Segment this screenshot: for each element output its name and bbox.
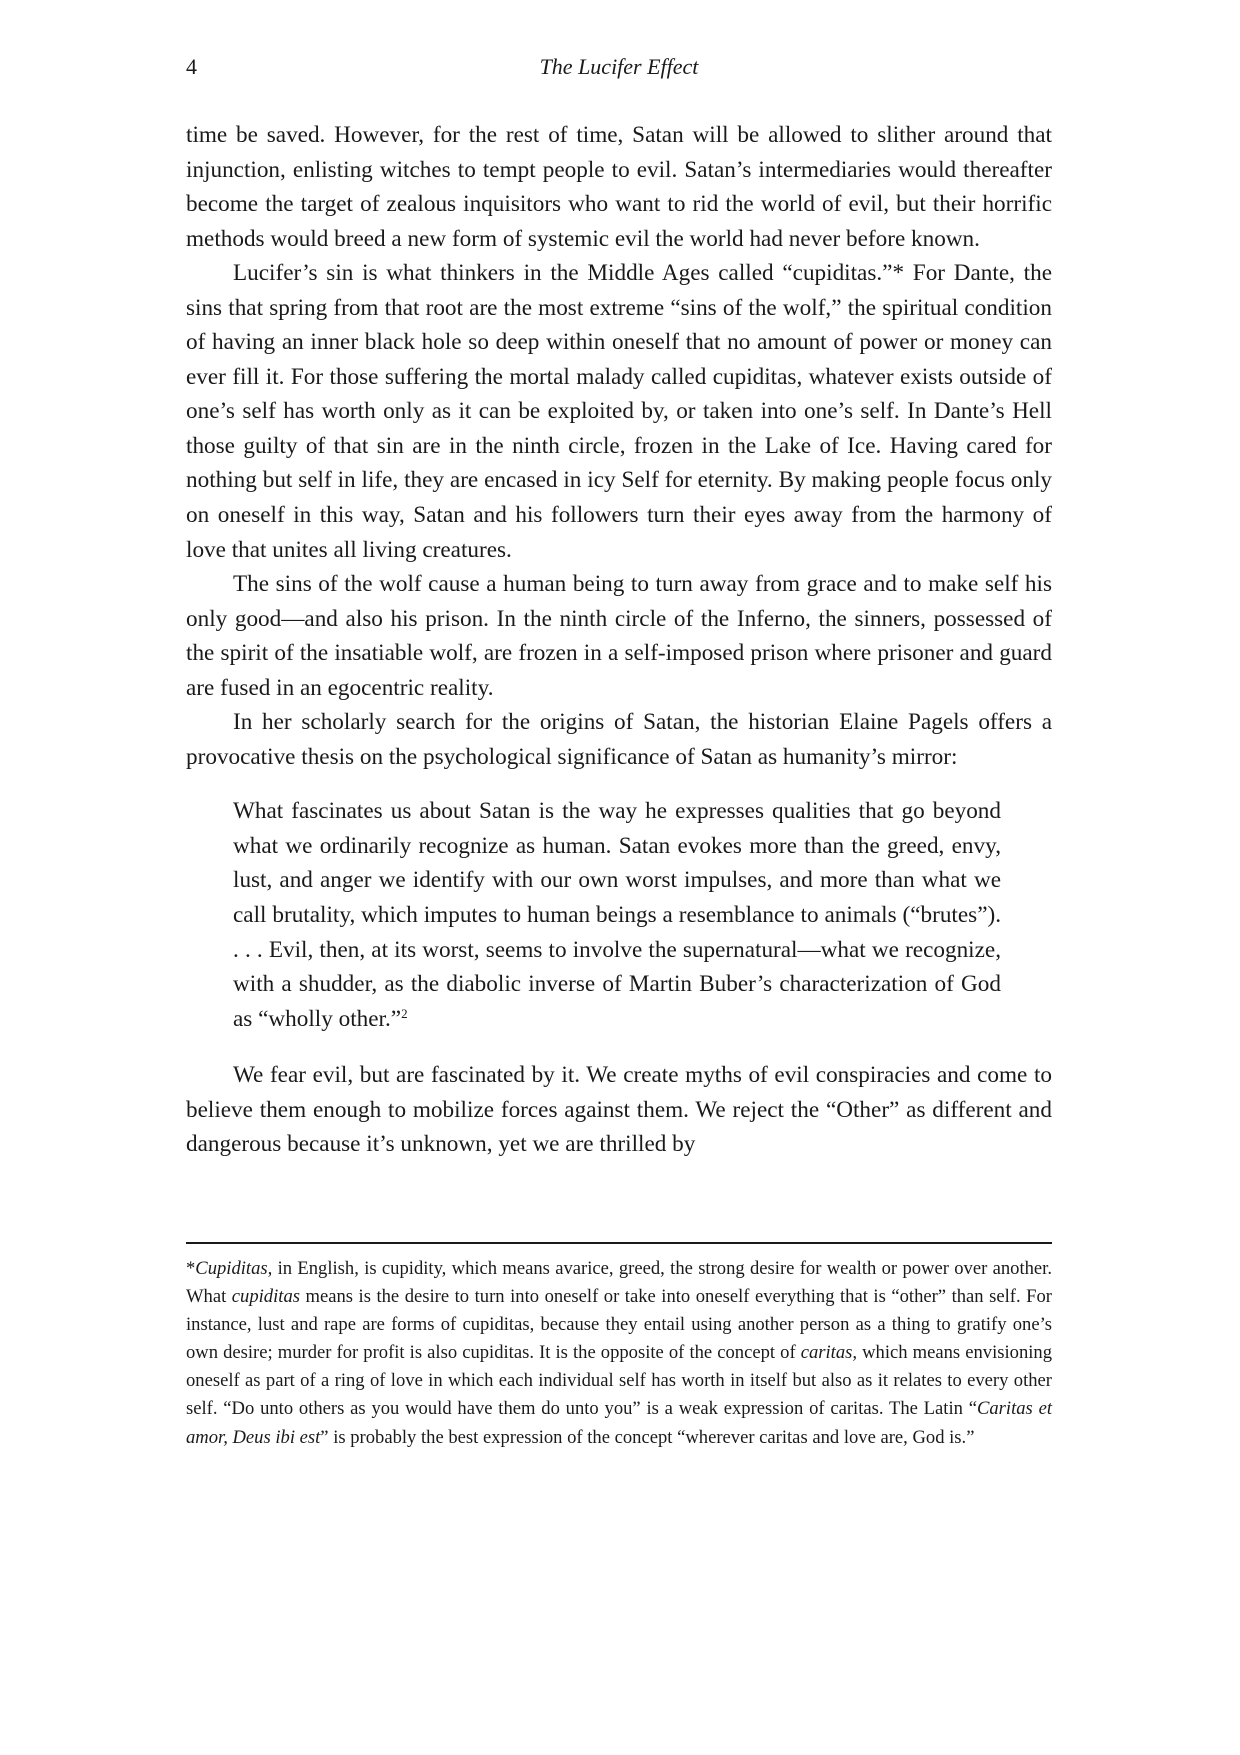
footnote-term: caritas, bbox=[800, 1342, 858, 1364]
footnote-text: in English, is cupidity, which means avarice, greed, the strong desire for wealth or power over another. What bbox=[186, 1258, 1052, 1308]
footnote-term: Cupiditas, bbox=[195, 1258, 273, 1279]
footnote-latin-phrase: Caritas et amor, Deus ibi est bbox=[186, 1398, 1052, 1448]
body-text bbox=[186, 118, 1052, 1162]
paragraph-3: The sins of the wolf cause a human being to turn away from grace and to make self his only good—and also his prison. In the ninth circle of the Inferno, the sinners, possessed of the spirit of the insatiable wolf, are frozen in a self-imposed prison where prisoner and guard are fused in an egocentric reality. bbox=[186, 571, 1052, 701]
paragraph-1: time be saved. However, for the rest of time, Satan will be allowed to slither around that injunction, enlisting witches to tempt people to evil. Satan’s intermediaries would thereafter become the target of zealous inquisitors who want to rid the world of evil, but their horrific methods would breed a new form of systemic evil the world had never before known. bbox=[186, 122, 1052, 252]
quote-text: What fascinates us about Satan is the way he expresses qualities that go beyond what we ordinarily recognize as human. Satan evokes more than the greed, envy, lust, and anger we identify with our own worst impulses, and more than what we call brutality, which imputes to human beings a resemblance to animals (“brutes”). . . . Evil, then, at its worst, seems to involve the supernatural—what we recognize, with a shudder, as the diabolic inverse of Martin Buber’s characterization of God as “wholly other.” bbox=[233, 798, 1001, 1032]
paragraph-5: We fear evil, but are fascinated by it. We create myths of evil conspiracies and come to believe them enough to mobilize forces against them. We reject the “Other” as different and dangerous because it’s unknown, yet we are thrilled by bbox=[186, 1062, 1052, 1158]
book-title: The Lucifer Effect bbox=[539, 54, 699, 79]
paragraph-4: In her scholarly search for the origins of Satan, the historian Elaine Pagels offers a provocative thesis on the psychological significance of Satan as humanity’s mirror: bbox=[186, 709, 1052, 770]
footnote-marker: * bbox=[186, 1258, 196, 1279]
paragraph-2: Lucifer’s sin is what thinkers in the Middle Ages called “cupiditas.”* For Dante, the sins that spring from that root are the most extreme “sins of the wolf,” the spiritual condition of having an inner black hole so deep within oneself that no amount of power or money can ever fill it. For those suffering the mortal malady called cupiditas, whatever exists outside of one’s self has worth only as it can be exploited by, or taken into one’s self. In Dante’s Hell those guilty of that sin are in the ninth circle, frozen in the Lake of Ice. Having cared for nothing but self in life, they are encased in icy Self for eternity. By making people focus only on oneself in this way, Satan and his followers turn their eyes away from the harmony of love that unites all living creatures. bbox=[186, 260, 1052, 563]
footnote-term: cupiditas bbox=[231, 1286, 300, 1308]
footnote-text: ” is probably the best expression of the concept “wherever caritas and love are, God is.” bbox=[320, 1426, 975, 1448]
footnote-text: which means envisioning oneself as part of a ring of love in which each individual self has worth in itself but also as it relates to every other self. “Do unto others as you would have them do unto you” is a weak expression of caritas. The Latin “ bbox=[186, 1342, 1053, 1420]
endnote-marker: 2 bbox=[401, 1005, 408, 1021]
page-number: 4 bbox=[186, 54, 197, 79]
footnote-text: means is the desire to turn into oneself or take into oneself everything that is “other” than self. For instance, lust and rape are forms of cupiditas, because they entail using another person as a thing to gratify one’s own desire; murder for profit is also cupiditas. It is the opposite of the concept of bbox=[186, 1286, 1052, 1364]
footnote bbox=[186, 1255, 1052, 1452]
footnote-rule bbox=[186, 1242, 1052, 1244]
running-head bbox=[186, 54, 1052, 84]
block-quote bbox=[233, 794, 1001, 1036]
